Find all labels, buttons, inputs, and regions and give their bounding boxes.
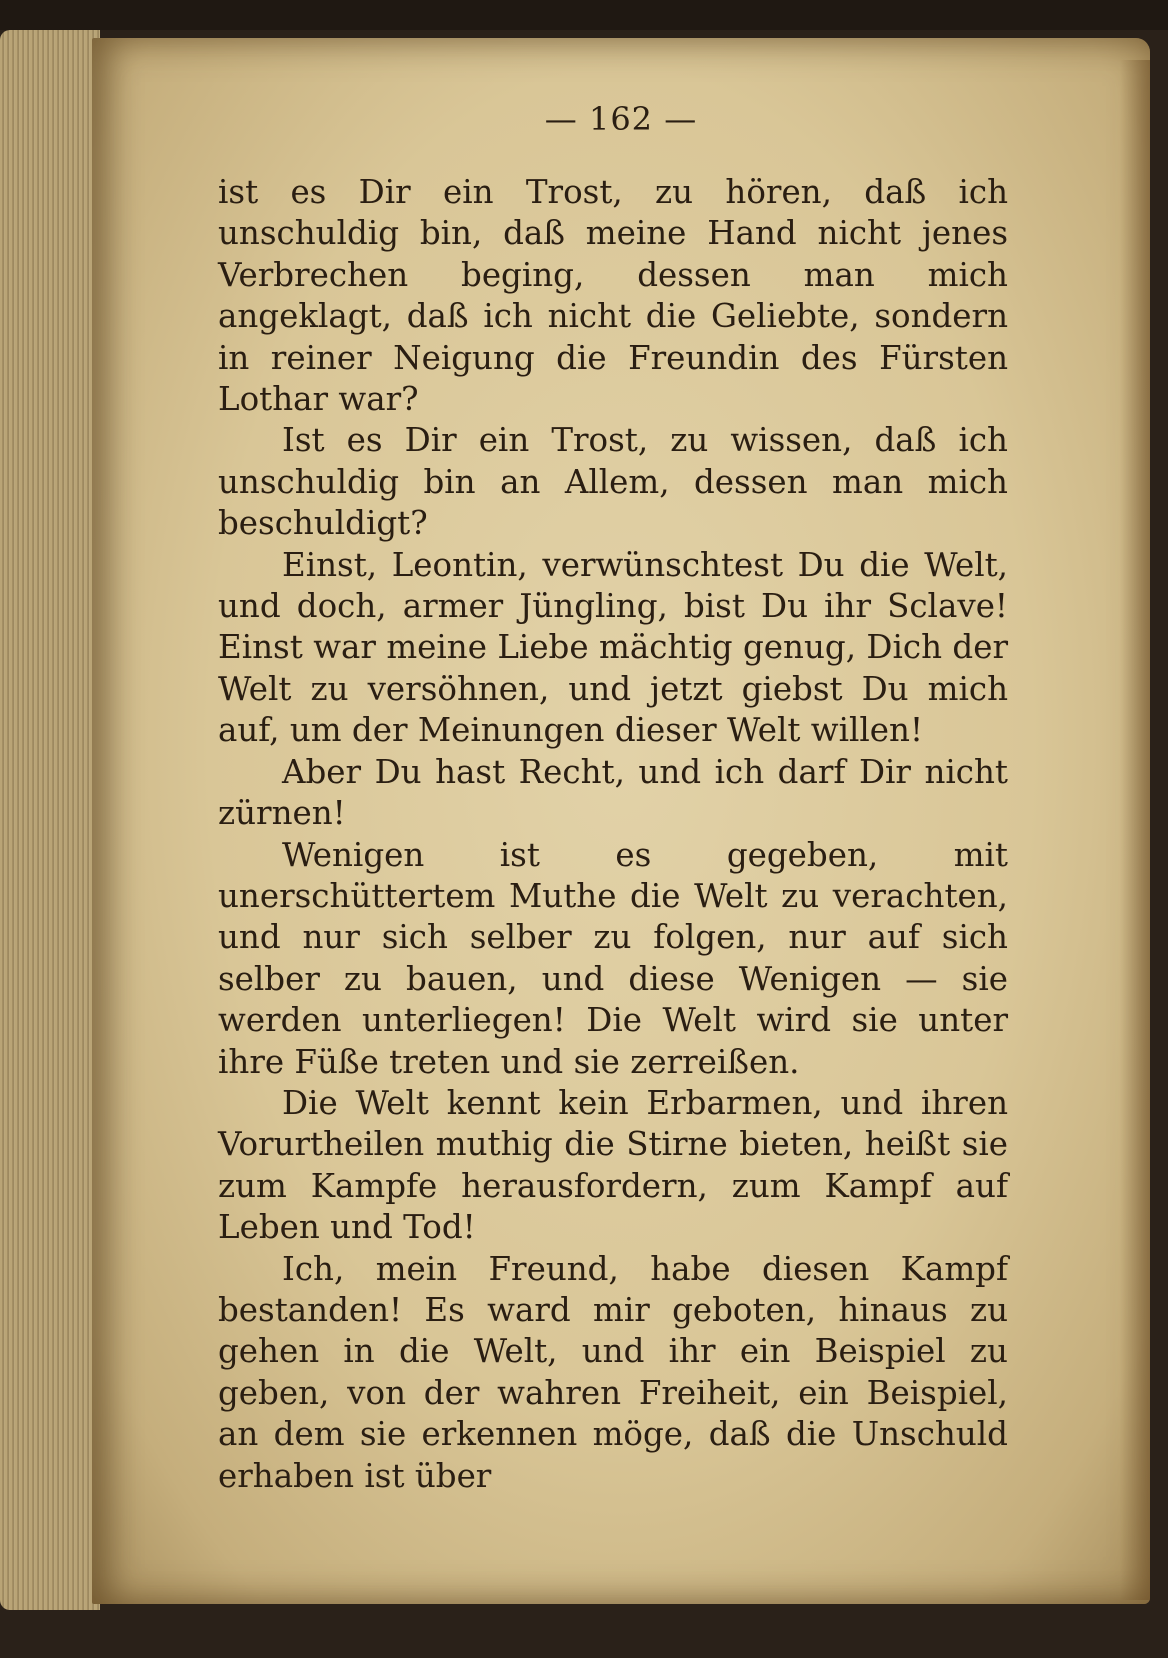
- page-gutter-shadow: [1120, 60, 1150, 1600]
- paragraph-5: Wenigen ist es gegeben, mit unerschüttertem Muthe die Welt zu verachten, und nur sich selber zu folgen, nur auf sich selber zu bauen, und diese Wenigen — sie werden unterliegen! Die Welt wird sie unter ihre Füße treten und sie zerreißen.: [218, 835, 1008, 1081]
- page-number: — 162 —: [544, 100, 698, 138]
- paragraph-6: Die Welt kennt kein Erbarmen, und ihren Vorurtheilen muthig die Stirne bieten, heißt sie zum Kampfe herausfordern, zum Kampf auf Leben und Tod!: [218, 1083, 1008, 1247]
- paragraph-7: Ich, mein Freund, habe diesen Kampf bestanden! Es ward mir geboten, hinaus zu gehen in die Welt, und ihr ein Beispiel zu geben, von der wahren Freiheit, ein Beispiel, an dem sie erkennen möge, daß die Unschuld erhaben ist über: [218, 1249, 1008, 1495]
- paragraph-1: ist es Dir ein Trost, zu hören, daß ich unschuldig bin, daß meine Hand nicht jenes Verbrechen beging, dessen man mich angeklagt, daß ich nicht die Geliebte, sondern in reiner Neigung die Freundin des Fürsten Lothar war?: [218, 173, 1008, 419]
- dark-background-top: [0, 0, 1168, 30]
- paragraph-2: Ist es Dir ein Trost, zu wissen, daß ich unschuldig bin an Allem, dessen man mich beschuldigt?: [218, 421, 1008, 543]
- body-text: [218, 172, 1008, 1497]
- book-page-edges: [0, 30, 100, 1610]
- paragraph-3: Einst, Leontin, verwünschtest Du die Welt, und doch, armer Jüngling, bist Du ihr Sclave! Einst war meine Liebe mächtig genug, Dich der Welt zu versöhnen, und jetzt giebst Du mich auf, um der Meinungen dieser Welt willen!: [218, 545, 1008, 750]
- paragraph-4: Aber Du hast Recht, und ich darf Dir nicht zürnen!: [218, 752, 1008, 833]
